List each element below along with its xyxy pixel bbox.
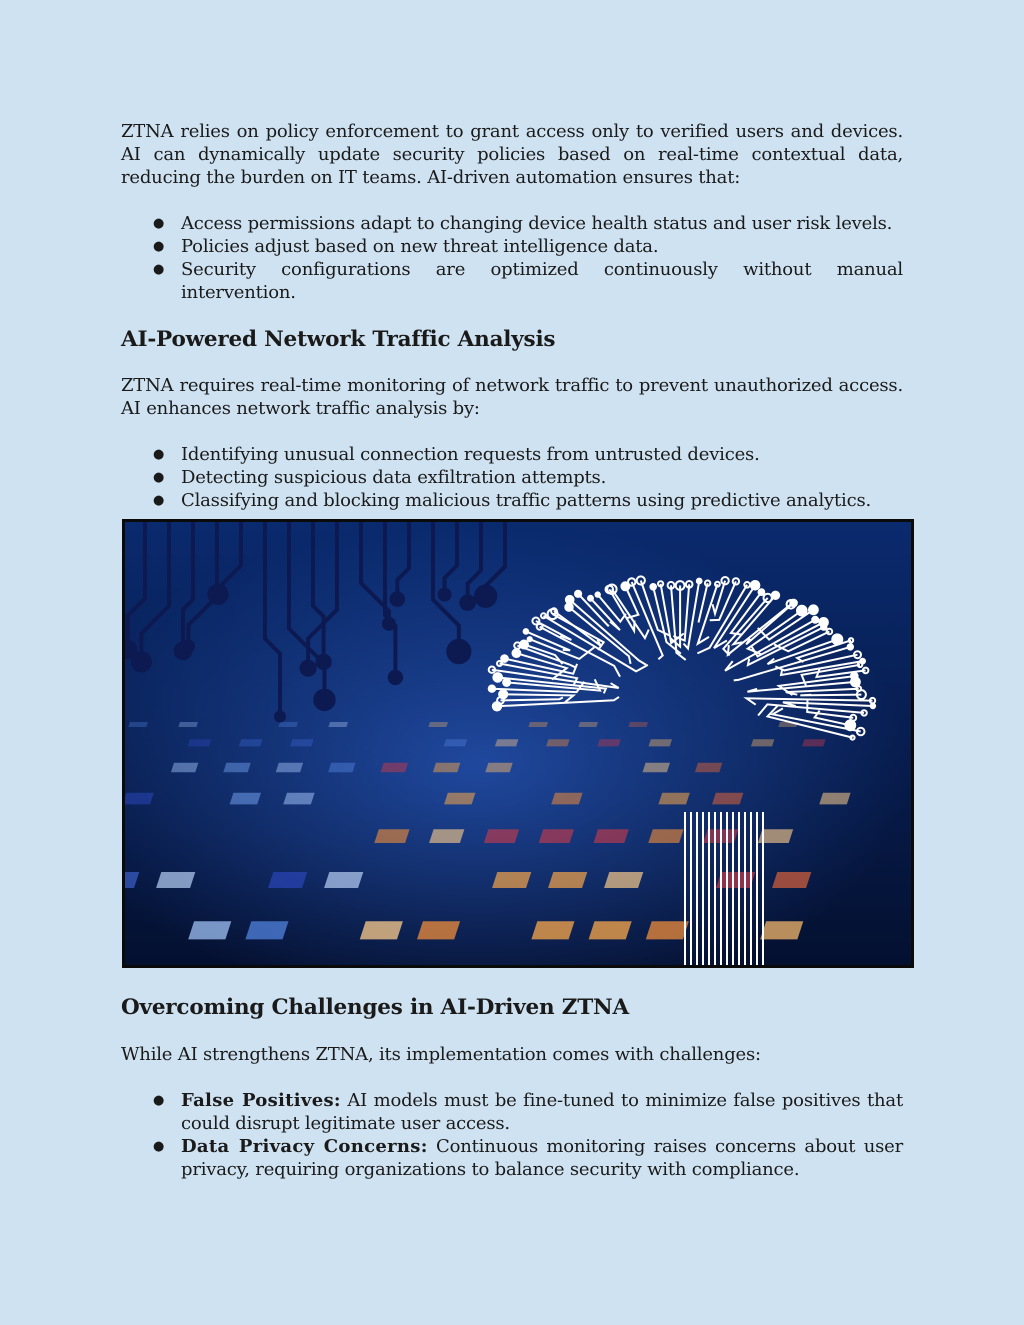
list-item: ● Policies adjust based on new threat intelligence data. xyxy=(153,236,659,257)
intro-bullet-list xyxy=(121,212,903,304)
bullet-icon: ● xyxy=(153,216,165,231)
page-content-lower xyxy=(121,994,903,1181)
bullet-icon: ● xyxy=(153,470,165,485)
bullet-icon: ● xyxy=(153,1093,165,1108)
circuit-brain-image xyxy=(122,519,914,968)
list-item: ● Security configurations are optimized continuously without manual intervention. xyxy=(153,259,903,303)
list-item: ● Classifying and blocking malicious traffic patterns using predictive analytics. xyxy=(153,490,872,511)
term-false-positives: False Positives: xyxy=(181,1090,341,1111)
circuit-brain-icon xyxy=(125,522,911,965)
bullet-icon: ● xyxy=(153,1139,165,1154)
section-heading-challenges: Overcoming Challenges in AI-Driven ZTNA xyxy=(121,995,629,1020)
list-item: ● Identifying unusual connection requests from untrusted devices. xyxy=(153,444,760,465)
list-item: ● Detecting suspicious data exfiltration attempts. xyxy=(153,467,607,488)
list-item: ● Access permissions adapt to changing device health status and user risk levels. xyxy=(153,213,893,234)
list-item: ● Data Privacy Concerns: Continuous monitoring raises concerns about user privacy, requiring organizations to balance security with compliance. xyxy=(153,1136,903,1180)
bullet-icon: ● xyxy=(153,493,165,508)
traffic-analysis-paragraph: ZTNA requires real-time monitoring of network traffic to prevent unauthorized access. AI enhances network traffic analysis by: xyxy=(121,375,903,419)
challenges-bullet-list xyxy=(121,1089,903,1181)
intro-paragraph: ZTNA relies on policy enforcement to grant access only to verified users and devices. AI can dynamically update security policies based on real-time contextual data, reducing the burden on IT teams. AI-driven automation ensures that: xyxy=(121,121,903,188)
challenges-paragraph: While AI strengthens ZTNA, its implementation comes with challenges: xyxy=(121,1044,761,1065)
list-item: ● False Positives: AI models must be fine-tuned to minimize false positives that could disrupt legitimate user access. xyxy=(153,1090,903,1134)
bullet-icon: ● xyxy=(153,447,165,462)
page-content xyxy=(121,120,903,512)
term-data-privacy: Data Privacy Concerns: xyxy=(181,1136,428,1157)
bullet-icon: ● xyxy=(153,262,165,277)
section-heading-traffic-analysis: AI-Powered Network Traffic Analysis xyxy=(121,327,556,352)
bullet-icon: ● xyxy=(153,239,165,254)
traffic-analysis-bullet-list xyxy=(121,443,903,512)
